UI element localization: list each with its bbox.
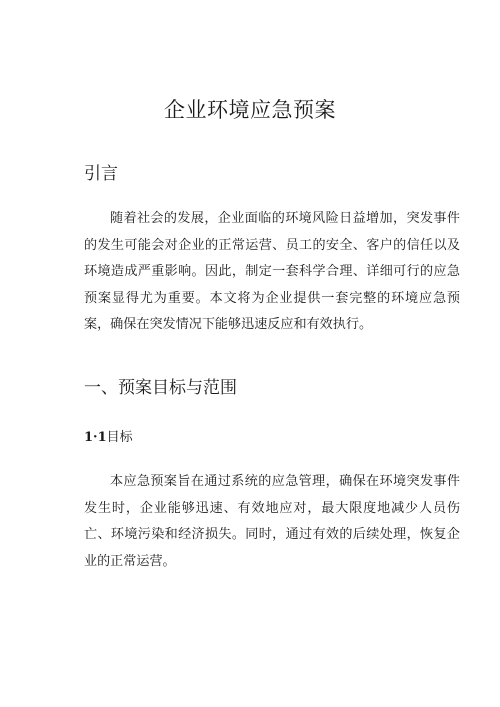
intro-paragraph: 随着社会的发展，企业面临的环境风险日益增加，突发事件的发生可能会对企业的正常运营、员工的安全、客户的信任以及环境造成严重影响。因此，制定一套科学合理、详细可行的应急预案显得尤为重要。本文将为企业提供一套完整的环境应急预案，确保在突发情况下能够迅速反应和有效执行。 <box>84 211 460 332</box>
section-1-1-paragraph: 本应急预案旨在通过系统的应急管理，确保在环境突发事件发生时，企业能够迅速、有效地应对，最大限度地减少人员伤亡、环境污染和经济损失。同时，通过有效的后续处理，恢复企业的正常运营。 <box>84 474 460 569</box>
section-1-1-heading <box>84 426 133 445</box>
section-1-heading: 一、预案目标与范围 <box>84 378 237 398</box>
section-1-1-number: 1·1 <box>84 430 107 445</box>
intro-heading: 引言 <box>84 164 118 184</box>
section-1-1-title: 目标 <box>106 430 133 445</box>
document-title: 企业环境应急预案 <box>164 98 336 122</box>
